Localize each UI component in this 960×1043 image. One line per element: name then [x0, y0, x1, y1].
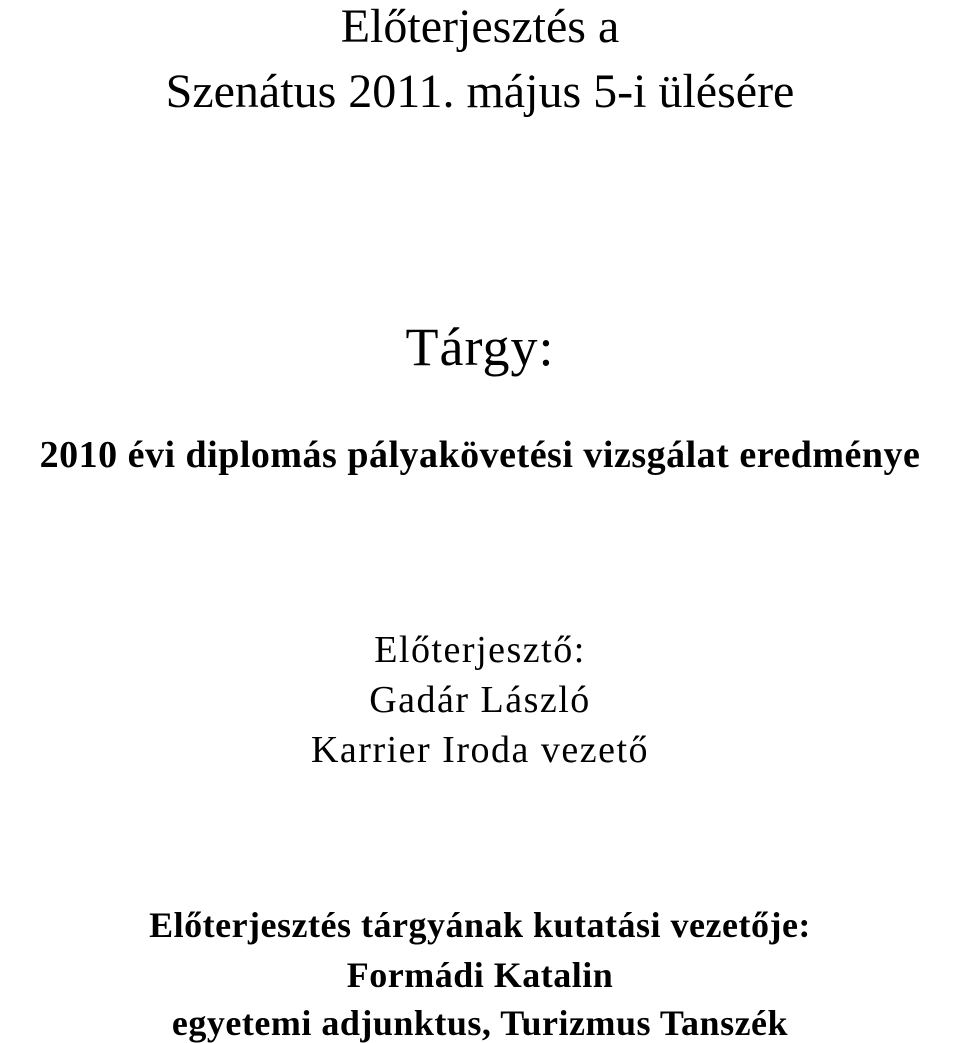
document-title-line-1: Előterjesztés a [340, 0, 620, 53]
presenter-name: Gadár László [369, 679, 591, 721]
research-lead-name: Formádi Katalin [346, 955, 614, 995]
presenter-label: Előterjesztő: [374, 629, 586, 671]
subject-text: 2010 évi diplomás pályakövetési vizsgálat eredménye [39, 434, 921, 476]
research-lead-label: Előterjesztés tárgyának kutatási vezetője: [149, 905, 811, 945]
subject-label: Tárgy: [405, 317, 555, 377]
research-lead-role: egyetemi adjunktus, Turizmus Tanszék [171, 1003, 789, 1043]
presenter-role: Karrier Iroda vezető [310, 729, 650, 771]
document-title-line-2: Szenátus 2011. május 5-i ülésére [165, 65, 795, 118]
